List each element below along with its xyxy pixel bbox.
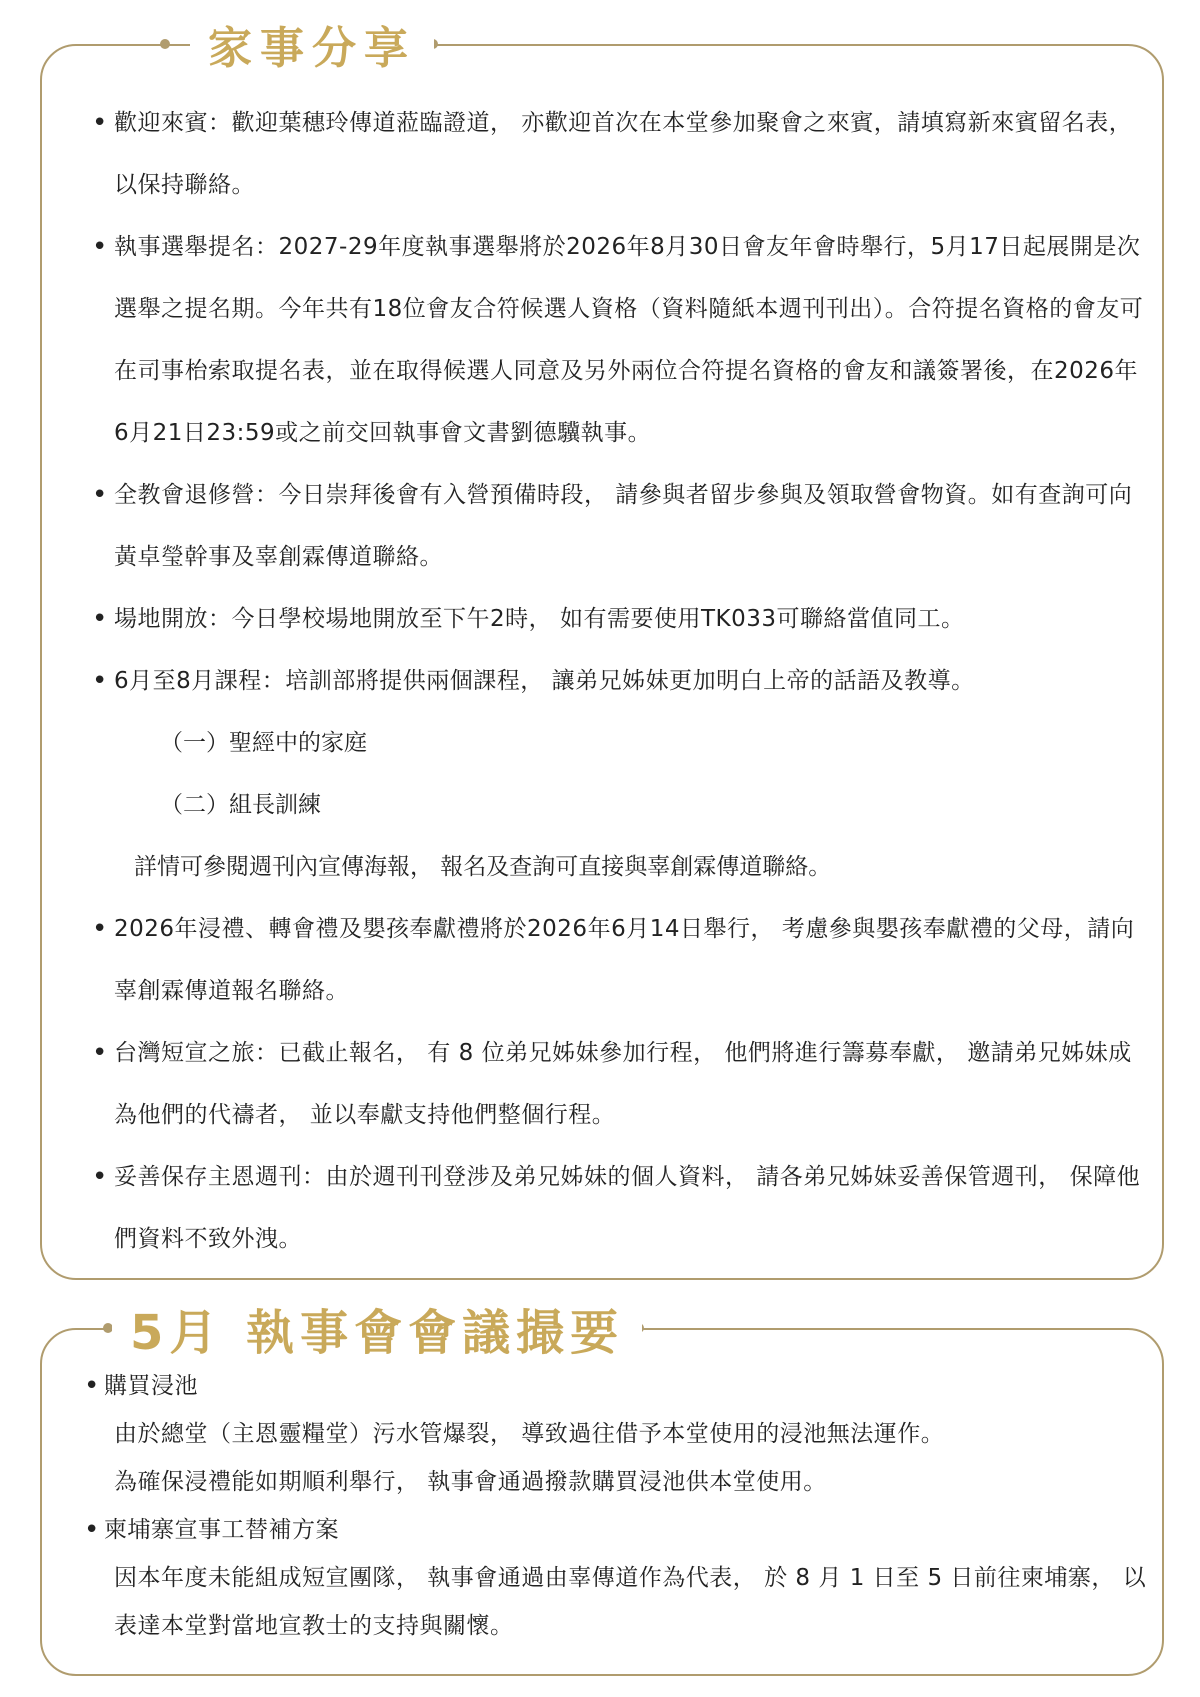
summary-heading-text: 購買浸池 <box>104 1373 198 1399</box>
meeting-summary-list <box>0 1362 1200 1650</box>
course-item: （二）組長訓練 <box>160 792 321 818</box>
announcement-text: 執事選舉提名：2027-29年度執事選舉將於2026年8月30日會友年會時舉行，5月17日起展開是次選舉之提名期。今年共有18位會友合符候選人資格（資料隨紙本週刊刊出）。合符提名資格的會友可在司事枱索取提名表，並在取得候選人同意及另外兩位合符提名資格的會友和議簽署後，在2026年6月21日23:59或之前交回執事會文書劉德驥執事。 <box>114 234 1144 446</box>
announcement-courses <box>0 650 1200 712</box>
announcement-taiwan-trip <box>0 1022 1200 1146</box>
bullet-icon: • <box>92 232 108 262</box>
bullet-icon: • <box>92 666 108 696</box>
summary-heading-text: 柬埔寨宣事工替補方案 <box>104 1517 339 1543</box>
announcement-baptism <box>0 898 1200 1022</box>
summary-detail-line: 由於總堂（主恩靈糧堂）污水管爆裂， 導致過往借予本堂使用的浸池無法運作。 <box>114 1421 945 1447</box>
summary-detail-line: 為確保浸禮能如期順利舉行， 執事會通過撥款購買浸池供本堂使用。 <box>114 1469 827 1495</box>
course-item: （一）聖經中的家庭 <box>160 730 367 756</box>
announcement-text: 6月至8月課程：培訓部將提供兩個課程， 讓弟兄姊妹更加明白上帝的話語及教導。 <box>114 668 975 694</box>
announcement-list <box>0 92 1200 1270</box>
section-title-band <box>112 1294 642 1362</box>
announcement-text: 歡迎來賓：歡迎葉穗玲傳道蒞臨證道， 亦歡迎首次在本堂參加聚會之來賓，請填寫新來賓留名表，以保持聯絡。 <box>114 110 1133 198</box>
course-note: 詳情可參閱週刊內宣傳海報， 報名及查詢可直接與辜創霖傳道聯絡。 <box>134 854 832 880</box>
decor-dot-left <box>160 39 170 49</box>
announcement-text: 妥善保存主恩週刊：由於週刊刊登涉及弟兄姊妹的個人資料， 請各弟兄姊妹妥善保管週刊， 保障他們資料不致外洩。 <box>114 1164 1141 1252</box>
announcement-welcome <box>0 92 1200 216</box>
summary-item-heading <box>0 1362 1200 1410</box>
bullet-icon: • <box>92 108 108 138</box>
announcement-venue <box>0 588 1200 650</box>
summary-item-heading <box>0 1506 1200 1554</box>
announcement-election <box>0 216 1200 464</box>
announcement-privacy <box>0 1146 1200 1270</box>
section-title-band <box>190 16 434 72</box>
summary-detail-line: 因本年度未能組成短宣團隊， 執事會通過由辜傳道作為代表， 於 8 月 1 日至 5 日前往柬埔寨， 以表達本堂對當地宣教士的支持與關懷。 <box>114 1565 1147 1639</box>
section-title-meeting-summary: 5月 執事會會議撮要 <box>130 1304 625 1361</box>
bullet-icon: • <box>92 480 108 510</box>
announcement-text: 全教會退修營：今日崇拜後會有入營預備時段， 請參與者留步參與及領取營會物資。如有查詢可向黃卓瑩幹事及辜創霖傳道聯絡。 <box>114 482 1133 570</box>
announcement-text: 2026年浸禮、轉會禮及嬰孩奉獻禮將於2026年6月14日舉行， 考慮參與嬰孩奉獻禮的父母，請向辜創霖傳道報名聯絡。 <box>114 916 1135 1004</box>
bullet-icon: • <box>84 1371 100 1401</box>
announcement-text: 台灣短宣之旅：已截止報名， 有 8 位弟兄姊妹參加行程， 他們將進行籌募奉獻， 邀請弟兄姊妹成為他們的代禱者， 並以奉獻支持他們整個行程。 <box>114 1040 1132 1128</box>
bullet-icon: • <box>92 914 108 944</box>
bullet-icon: • <box>92 604 108 634</box>
section-title-announcements: 家事分享 <box>208 23 416 74</box>
bullet-icon: • <box>92 1038 108 1068</box>
announcement-retreat <box>0 464 1200 588</box>
bullet-icon: • <box>92 1162 108 1192</box>
bullet-icon: • <box>84 1515 100 1545</box>
announcement-text: 場地開放：今日學校場地開放至下午2時， 如有需要使用TK033可聯絡當值同工。 <box>114 606 965 632</box>
